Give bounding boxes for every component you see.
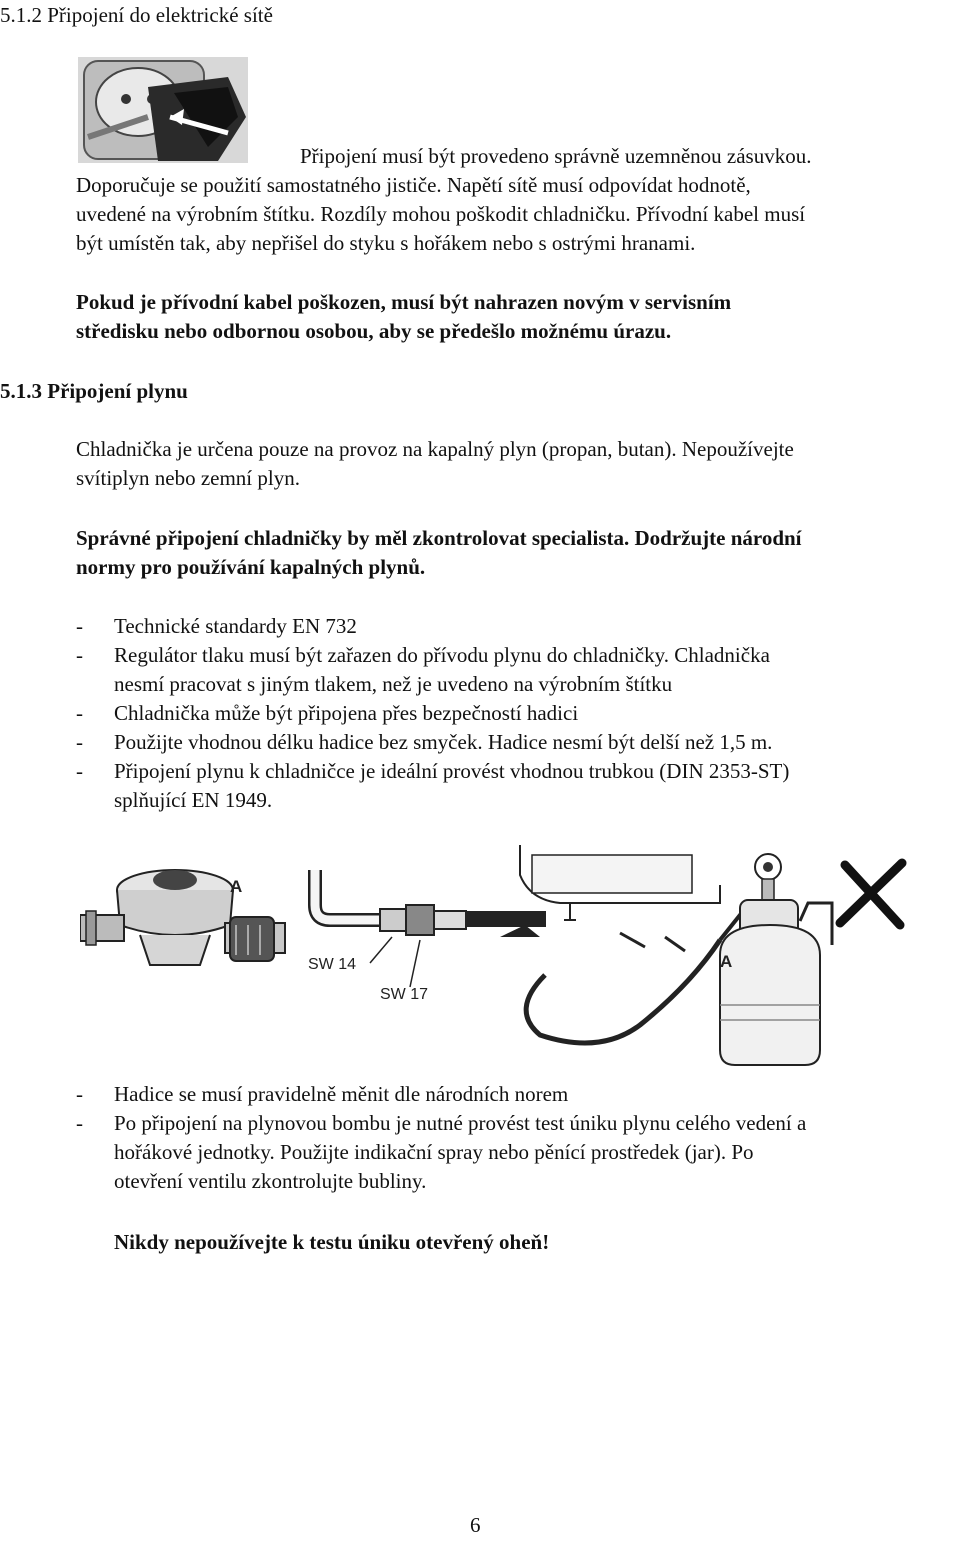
list-item: otevření ventilu zkontrolujte bubliny.: [114, 1169, 427, 1193]
bold-notice-line: Správné připojení chladničky by měl zkontrolovat specialista. Dodržujte národní: [76, 526, 802, 550]
page-number: 6: [470, 1513, 481, 1537]
list-bullet: -: [76, 1111, 83, 1135]
figure-label-sw17: SW 17: [380, 986, 429, 1003]
warning-line: Pokud je přívodní kabel poškozen, musí být nahrazen novým v servisním: [76, 290, 732, 314]
section-heading-513: 5.1.3 Připojení plynu: [0, 379, 188, 403]
list-item: Po připojení na plynovou bombu je nutné provést test úniku plynu celého vedení a: [114, 1111, 807, 1135]
figure-label-sw14: SW 14: [308, 956, 357, 973]
paragraph-line: Chladnička je určena pouze na provoz na kapalný plyn (propan, butan). Nepoužívejte: [76, 437, 794, 461]
pressure-regulator-icon: [80, 870, 285, 965]
list-bullet: -: [76, 643, 83, 667]
list-bullet: -: [76, 1082, 83, 1106]
section-heading-512: 5.1.2 Připojení do elektrické sítě: [0, 3, 273, 27]
list-bullet: -: [76, 730, 83, 754]
figure-label-bottle: A: [720, 952, 733, 971]
plug-socket-illustration: [78, 57, 248, 163]
paragraph-line: být umístěn tak, aby nepřišel do styku s hořákem nebo s ostrými hranami.: [76, 231, 696, 255]
list-item: Připojení plynu k chladničce je ideální provést vhodnou trubkou (DIN 2353-ST): [114, 759, 790, 783]
list-item: Technické standardy EN 732: [114, 614, 357, 638]
paragraph-line: Připojení musí být provedeno správně uzemněnou zásuvkou.: [300, 144, 812, 168]
list-item: Regulátor tlaku musí být zařazen do přívodu plynu do chladničky. Chladnička: [114, 643, 770, 667]
gas-bottle-icon: [720, 854, 832, 1065]
list-bullet: -: [76, 759, 83, 783]
figure-label-regulator: A: [230, 877, 243, 896]
list-item: Hadice se musí pravidelně měnit dle národních norem: [114, 1082, 569, 1106]
list-item: hořákové jednotky. Použijte indikační spray nebo pěnící prostředek (jar). Po: [114, 1140, 754, 1164]
list-item: nesmí pracovat s jiným tlakem, než je uvedeno na výrobním štítku: [114, 672, 673, 696]
paragraph-line: uvedené na výrobním štítku. Rozdíly mohou poškodit chladničku. Přívodní kabel musí: [76, 202, 806, 226]
list-bullet: -: [76, 701, 83, 725]
list-bullet: -: [76, 614, 83, 638]
fridge-hose-icon: [500, 845, 720, 1043]
gas-connection-figure: [80, 845, 940, 1070]
final-warning: Nikdy nepoužívejte k testu úniku otevřený oheň!: [114, 1230, 550, 1254]
list-item: Chladnička může být připojena přes bezpečností hadici: [114, 701, 579, 725]
cross-mark-icon: [840, 863, 902, 925]
bold-notice-line: normy pro používání kapalných plynů.: [76, 555, 426, 579]
paragraph-line: svítiplyn nebo zemní plyn.: [76, 466, 300, 490]
list-item: Použijte vhodnou délku hadice bez smyček. Hadice nesmí být delší než 1,5 m.: [114, 730, 773, 754]
list-item: splňující EN 1949.: [114, 788, 273, 812]
paragraph-line: Doporučuje se použití samostatného jističe. Napětí sítě musí odpovídat hodnotě,: [76, 173, 751, 197]
warning-line: středisku nebo odbornou osobou, aby se předešlo možnému úrazu.: [76, 319, 672, 343]
